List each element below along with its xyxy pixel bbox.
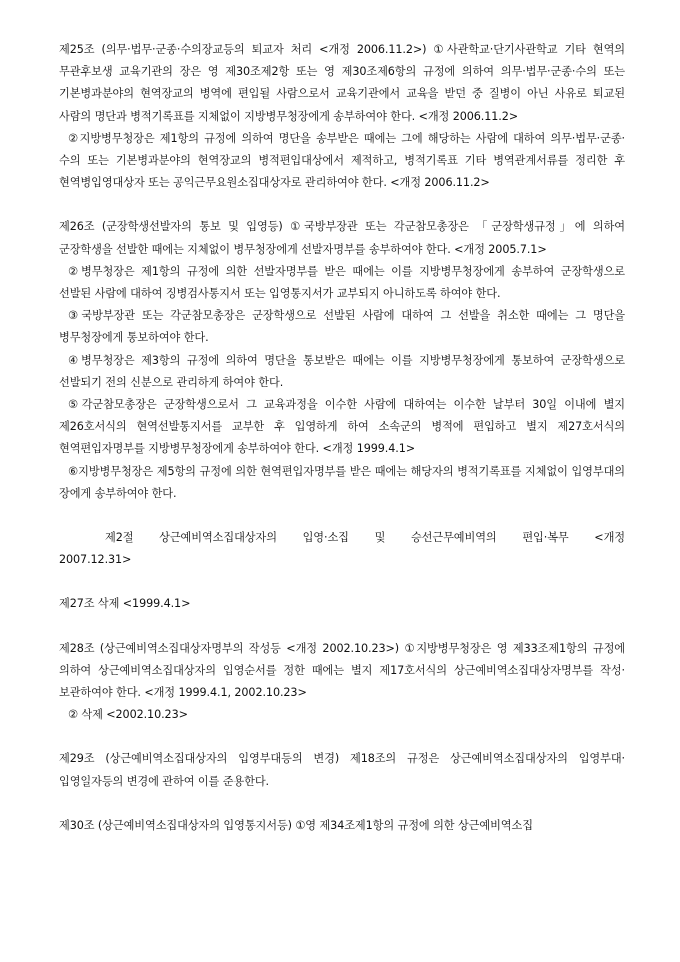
article-26-paragraph-6: ⑥지방병무청장은 제5항의 규정에 의한 현역편입자명부를 받은 때에는 해당자의 병적기록표를 지체없이 입영부대의 장에게 송부하여야 한다. — [59, 464, 625, 500]
article-26-paragraph-3: ③국방부장관 또는 각군참모총장은 군장학생으로 선발된 사람에 대하여 그 선발을 취소한 때에는 그 명단을 병무청장에게 통보하여야 한다. — [59, 309, 625, 345]
article-28-main: 제28조 (상근예비역소집대상자명부의 작성등 <개정 2002.10.23>) ①지방병무청장은 영 제33조제1항의 규정에 의하여 상근예비역소집대상자의 입영순서를 정한 때에는 별지 제17호서식의 상근예비역소집대상자명부를 작성·보관하여야 한다. <개정 1999.4.1, 2002.10.23> — [59, 641, 625, 700]
article-27: 제27조 삭제 <1999.4.1> — [59, 597, 191, 611]
article-25-main: 제25조 (의무·법무·군종·수의장교등의 퇴교자 처리 <개정 2006.11.2>) ①사관학교·단기사관학교 기타 현역의 무관후보생 교육기관의 장은 영 제30조제2항 또는 영 제30조제6항의 규정에 의하여 의무·법무·군종·수의 또는 기본병과분야의 현역장교의 병역에 편입될 사람으로서 교육기관에서 교육을 받던 중 질병이 아닌 사유로 퇴교된 사람의 명단과 병적기록표를 지체없이 지방병무청장에게 송부하여야 한다. <개정 2006.11.2> — [59, 43, 625, 123]
article-30-main: 제30조 (상근예비역소집대상자의 입영통지서등) ①영 제34조제1항의 규정에 의한 상근예비역소집 — [59, 818, 533, 832]
article-28-paragraph-2: ② 삭제 <2002.10.23> — [68, 708, 188, 722]
article-29: 제29조 (상근예비역소집대상자의 입영부대등의 변경) 제18조의 규정은 상근예비역소집대상자의 입영부대·입영일자등의 변경에 관하여 이를 준용한다. — [59, 752, 625, 788]
article-25-paragraph-2: ②지방병무청장은 제1항의 규정에 의하여 명단을 송부받은 때에는 그에 해당하는 사람에 대하여 의무·법무·군종·수의 또는 기본병과분야의 현역장교의 병적편입대상에서 제적하고, 병적기록표 기타 병역관계서류를 정리한 후 현역병입영대상자 또는 공익근무요원소집대상자로 관리하여야 한다. <개정 2006.11.2> — [59, 131, 625, 190]
article-26-paragraph-5: ⑤각군참모총장은 군장학생으로서 그 교육과정을 이수한 사람에 대하여는 이수한 날부터 30일 이내에 별지 제26호서식의 현역선발통지서를 교부한 후 입영하게 하여 소속군의 병적에 편입하고 별지 제27호서식의 현역편입자명부를 지방병무청장에게 송부하여야 한다. <개정 1999.4.1> — [59, 398, 625, 456]
chapter-heading: 제2절 상근예비역소집대상자의 입영·소집 및 승선근무예비역의 편입·복무 <개정 2007.12.31> — [59, 531, 625, 567]
document-page — [59, 39, 625, 837]
article-26-paragraph-2: ②병무청장은 제1항의 규정에 의한 선발자명부를 받은 때에는 이를 지방병무청장에게 송부하여 군장학생으로 선발된 사람에 대하여 징병검사통지서 또는 입영통지서가 교부되지 아니하도록 하여야 한다. — [59, 264, 625, 301]
article-26-paragraph-4: ④병무청장은 제3항의 규정에 의하여 명단을 통보받은 때에는 이를 지방병무청장에게 통보하여 군장학생으로 선발되기 전의 신분으로 관리하게 하여야 한다. — [59, 353, 625, 389]
article-26-main: 제26조 (군장학생선발자의 통보 및 입영등) ①국방부장관 또는 각군참모총장은 「군장학생규정」에 의하여 군장학생을 선발한 때에는 지체없이 병무청장에게 선발자명부를 송부하여야 한다. <개정 2005.7.1> — [59, 220, 625, 256]
